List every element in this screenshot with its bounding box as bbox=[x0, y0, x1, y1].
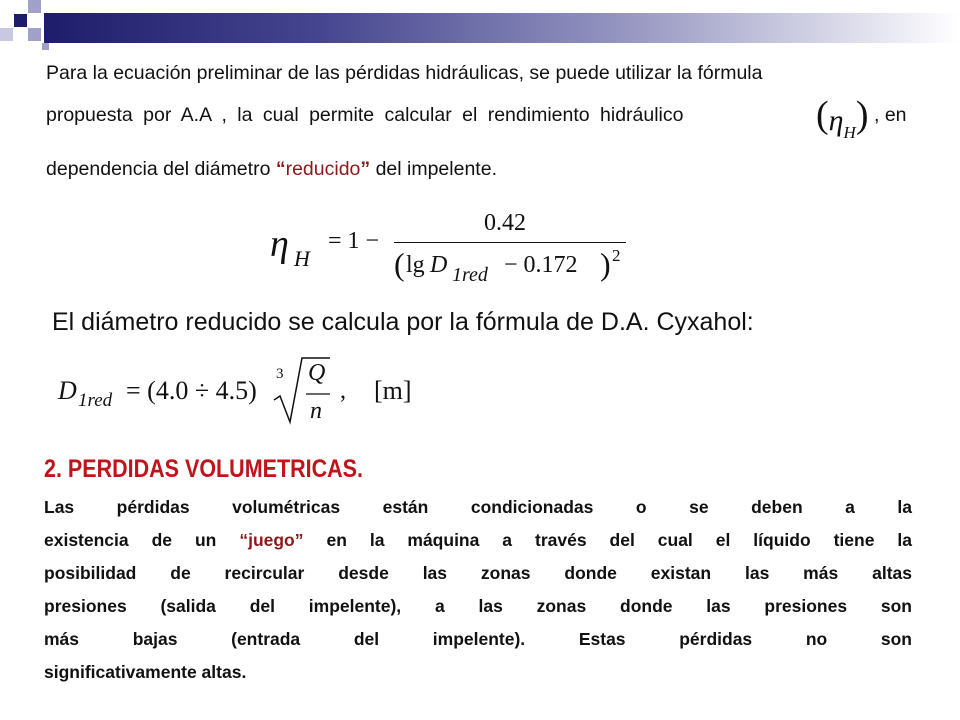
eta-h-inline: (ηH) bbox=[816, 94, 869, 142]
intro-line-3: dependencia del diámetro “reducido” del impelente. bbox=[46, 158, 497, 180]
paragraph-line: Las pérdidas volumétricas están condicionadas o se deben a la bbox=[44, 497, 912, 517]
reducido-highlight: reducido bbox=[285, 158, 361, 180]
intro-line-2-end: , en bbox=[874, 104, 907, 126]
intro-line-2: propuesta por A.A , la cual permite calcular el rendimiento hidráulico bbox=[46, 104, 684, 126]
corner-square bbox=[28, 0, 41, 13]
paragraph-line: más bajas (entrada del impelente). Estas pérdidas no son bbox=[44, 629, 912, 649]
intro-line-1: Para la ecuación preliminar de las pérdidas hidráulicas, se puede utilizar la fórmula bbox=[46, 62, 763, 84]
paragraph-line: significativamente altas. bbox=[44, 662, 247, 682]
paragraph-line: existencia de un “juego” en la máquina a través del cual el líquido tiene la bbox=[44, 530, 912, 550]
section-heading: 2. PERDIDAS VOLUMETRICAS. bbox=[44, 455, 363, 483]
formula-efficiency: η H = 1 − 0.42 ( lg D 1red − 0.172 ) 2 bbox=[270, 210, 650, 295]
paragraph-line: presiones (salida del impelente), a las zonas donde las presiones son bbox=[44, 596, 912, 616]
section-paragraph bbox=[44, 497, 912, 695]
cyxahol-sentence: El diámetro reducido se calcula por la fórmula de D.A. Cyxahol: bbox=[52, 308, 754, 336]
corner-square bbox=[42, 43, 49, 50]
header-bar bbox=[44, 13, 960, 43]
corner-square bbox=[0, 28, 13, 41]
corner-square bbox=[28, 28, 41, 41]
paragraph-line: posibilidad de recircular desde las zonas donde existan las más altas bbox=[44, 563, 912, 583]
formula-reduced-diameter: D 1red = (4.0 ÷ 4.5) 3 Q n , [m] bbox=[58, 352, 438, 432]
corner-square bbox=[14, 14, 27, 27]
juego-highlight: juego bbox=[248, 530, 295, 550]
